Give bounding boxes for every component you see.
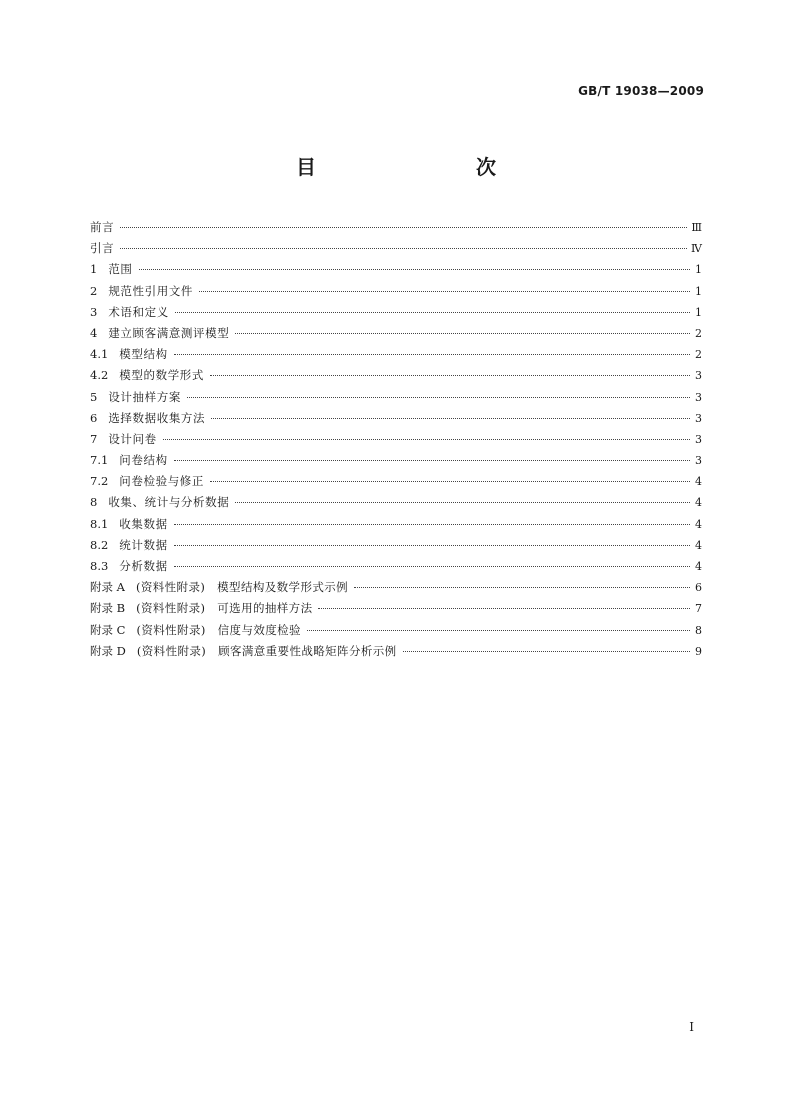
toc-entry[interactable] — [90, 514, 702, 535]
toc-entry[interactable] — [90, 344, 702, 365]
dot-leader — [403, 651, 690, 652]
toc-entry-page: 3 — [695, 390, 702, 404]
toc-entry-label: 收集数据 — [119, 516, 168, 531]
toc-entry[interactable] — [90, 577, 702, 598]
toc-entry-label: 前言 — [90, 220, 115, 234]
toc-entry-number: 8 — [90, 495, 98, 510]
toc-entry-number: 1 — [90, 262, 98, 277]
toc-entry-page: 3 — [695, 411, 702, 425]
toc-entry-page: 4 — [695, 496, 702, 510]
toc-entry-number: 附录 D — [90, 643, 126, 658]
dot-leader — [163, 439, 690, 440]
toc-entry-number: 6 — [90, 410, 98, 425]
toc-entry-page: 4 — [695, 517, 702, 531]
dot-leader — [307, 630, 690, 631]
toc-entry[interactable] — [90, 387, 702, 408]
toc-entry-label: 问卷检验与修正 — [119, 474, 204, 489]
toc-entry-page: 1 — [695, 263, 702, 277]
toc-entry-page: 1 — [695, 284, 702, 298]
toc-entry-page: 2 — [695, 326, 702, 340]
toc-entry-label: 模型的数学形式 — [119, 368, 204, 383]
toc-entry[interactable] — [90, 641, 702, 662]
toc-entry-label: (资料性附录) 可选用的抽样方法 — [136, 601, 313, 616]
toc-entry-label: 问卷结构 — [119, 453, 168, 468]
toc-entry-page: 4 — [695, 560, 702, 573]
toc-entry-number: 5 — [90, 389, 98, 404]
dot-leader — [211, 418, 690, 419]
toc-entry-label: 模型结构 — [119, 347, 168, 362]
toc-entry-number: 4 — [90, 325, 98, 340]
toc-list — [90, 217, 702, 662]
toc-entry[interactable] — [90, 281, 702, 302]
dot-leader — [354, 587, 690, 588]
toc-entry[interactable] — [90, 302, 702, 323]
toc-entry-number: 7.1 — [90, 453, 109, 468]
dot-leader — [174, 460, 690, 461]
toc-entry-label: 建立顾客满意测评模型 — [108, 325, 230, 340]
toc-entry[interactable] — [90, 323, 702, 344]
toc-entry[interactable] — [90, 365, 702, 386]
toc-entry-number: 3 — [90, 304, 98, 319]
toc-entry-label: 收集、统计与分析数据 — [108, 495, 230, 510]
toc-entry-label: 引言 — [90, 241, 115, 256]
toc-entry-page: 3 — [695, 369, 702, 383]
toc-entry-number: 2 — [90, 283, 98, 298]
toc-entry-page: 8 — [695, 623, 702, 637]
toc-entry-number: 7 — [90, 431, 98, 446]
toc-entry[interactable] — [90, 450, 702, 471]
dot-leader — [174, 566, 690, 567]
dot-leader — [174, 354, 690, 355]
toc-entry-number: 附录 B — [90, 601, 126, 616]
toc-entry-label: 设计问卷 — [108, 431, 157, 446]
toc-entry-page: 3 — [695, 432, 702, 446]
toc-entry-label: (资料性附录) 信度与效度检验 — [136, 622, 301, 637]
toc-entry[interactable] — [90, 492, 702, 513]
dot-leader — [120, 248, 687, 249]
dot-leader — [210, 375, 690, 376]
toc-entry-label: 分析数据 — [119, 559, 168, 573]
toc-entry[interactable] — [90, 238, 702, 259]
toc-entry-number: 8.3 — [90, 559, 109, 573]
toc-entry-label: 选择数据收集方法 — [108, 410, 206, 425]
toc-entry-number: 4.2 — [90, 368, 109, 383]
toc-entry[interactable] — [90, 620, 702, 641]
toc-entry-page: 1 — [695, 305, 702, 319]
dot-leader — [120, 227, 687, 228]
toc-entry-label: 术语和定义 — [108, 304, 169, 319]
toc-entry-number: 附录 C — [90, 622, 126, 637]
toc-entry[interactable] — [90, 556, 702, 577]
toc-entry[interactable] — [90, 535, 702, 556]
dot-leader — [175, 312, 690, 313]
toc-entry-label: 设计抽样方案 — [108, 389, 181, 404]
dot-leader — [235, 502, 690, 503]
toc-title: 目 次 — [296, 155, 536, 179]
toc-entry-label: 统计数据 — [119, 537, 168, 552]
toc-entry[interactable] — [90, 259, 702, 280]
dot-leader — [235, 333, 690, 334]
toc-entry-number: 7.2 — [90, 474, 109, 489]
toc-entry-label: 范围 — [108, 262, 133, 277]
standard-code: GB/T 19038—2009 — [578, 84, 704, 98]
toc-entry-page: 7 — [695, 602, 702, 616]
toc-entry-label: 规范性引用文件 — [108, 283, 194, 298]
toc-entry-page: 9 — [695, 644, 702, 658]
dot-leader — [174, 524, 690, 525]
toc-entry-page: 4 — [695, 538, 702, 552]
toc-entry[interactable] — [90, 598, 702, 619]
toc-entry-page: Ⅲ — [691, 221, 702, 234]
toc-entry-page: 4 — [695, 475, 702, 489]
toc-entry-label: (资料性附录) 模型结构及数学形式示例 — [135, 580, 349, 595]
toc-entry-number: 8.2 — [90, 537, 109, 552]
dot-leader — [139, 269, 690, 270]
toc-entry[interactable] — [90, 217, 702, 238]
dot-leader — [318, 608, 690, 609]
toc-entry-number: 4.1 — [90, 347, 109, 362]
toc-entry-label: (资料性附录) 顾客满意重要性战略矩阵分析示例 — [136, 643, 397, 658]
dot-leader — [187, 397, 690, 398]
toc-entry-number: 附录 A — [90, 580, 125, 595]
toc-entry-number: 8.1 — [90, 516, 109, 531]
toc-entry[interactable] — [90, 471, 702, 492]
toc-entry-page: Ⅳ — [691, 242, 702, 256]
toc-entry-page: 3 — [695, 454, 702, 468]
toc-entry[interactable] — [90, 408, 702, 429]
toc-entry-page: 2 — [695, 348, 702, 362]
dot-leader — [174, 545, 690, 546]
page-number: I — [689, 1020, 694, 1034]
dot-leader — [199, 291, 690, 292]
toc-entry-page: 6 — [695, 581, 702, 595]
toc-entry[interactable] — [90, 429, 702, 450]
dot-leader — [210, 481, 690, 482]
